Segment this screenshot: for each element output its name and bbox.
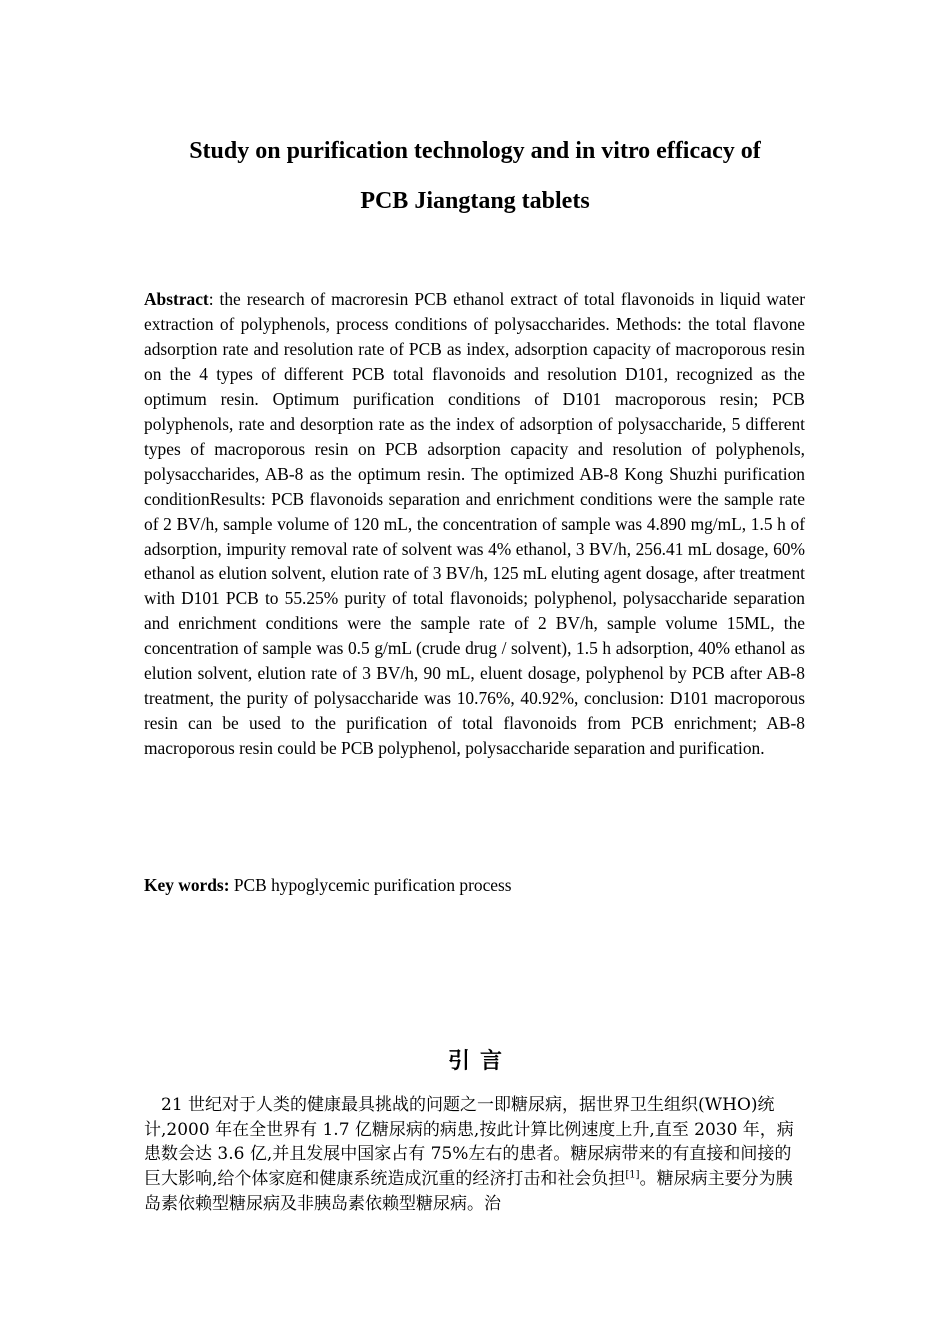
- keywords-text: PCB hypoglycemic purification process: [229, 875, 512, 895]
- paper-title-line-2: PCB Jiangtang tablets: [360, 188, 590, 214]
- citation-reference: [1]: [625, 1169, 640, 1181]
- introduction-heading: 引言: [447, 1049, 512, 1074]
- abstract-label: Abstract: [144, 289, 209, 309]
- abstract: [144, 287, 805, 761]
- keywords: [144, 873, 805, 897]
- keywords-label: Key words:: [144, 875, 230, 895]
- introduction-text-continued: 。糖尿病主要分为胰岛素依赖型糖尿病及非胰岛素依赖型糖尿病。治: [144, 1169, 793, 1214]
- introduction-text: 21 世纪对于人类的健康最具挑战的问题之一即糖尿病，据世界卫生组织(WHO)统计,2000 年在全世界有 1.7 亿糖尿病的病患,按此计算比例速度上升,直至 2030 年，病患数会达 3.6 亿,并且发展中国家占有 75%左右的患者。糖尿病带来的有直接和间接的巨大影响,给个体家庭和健康系统造成沉重的经济打击和社会负担: [144, 1095, 794, 1190]
- introduction-body: [144, 1093, 805, 1217]
- paper-title-line-1: Study on purification technology and in vitro efficacy of: [189, 138, 761, 164]
- abstract-text: : the research of macroresin PCB ethanol extract of total flavonoids in liquid water extraction of polyphenols, process conditions of polysaccharides. Methods: the total flavone adsorption rate and resolution rate of PCB as index, adsorption capacity of macroporous resin on the 4 types of different PCB total flavonoids and resolution D101, recognized as the optimum resin. Optimum purification conditions of D101 macroporous resin; PCB polyphenols, rate and desorption rate as the index of adsorption of polysaccharide, 5 different types of macroporous resin on PCB adsorption capacity and resolution of polyphenols, polysaccharides, AB-8 as the optimum resin. The optimized AB-8 Kong Shuzhi purification conditionResults: PCB flavonoids separation and enrichment conditions were the sample rate of 2 BV/h, sample volume of 120 mL, the concentration of sample was 4.890 mg/mL, 1.5 h of adsorption, impurity removal rate of solvent was 4% ethanol, 3 BV/h, 256.41 mL dosage, 60% ethanol as elution solvent, elution rate of 3 BV/h, 125 mL eluting agent dosage, after treatment with D101 PCB to 55.25% purity of total flavonoids; polyphenol, polysaccharide separation and enrichment conditions were the sample rate of 2 BV/h, sample volume 15ML, the concentration of sample was 0.5 g/mL (crude drug / solvent), 1.5 h adsorption, 40% ethanol as elution solvent, elution rate of 3 BV/h, 90 mL, eluent dosage, polyphenol by PCB after AB-8 treatment, the purity of polysaccharide was 10.76%, 40.92%, conclusion: D101 macroporous resin can be used to the purification of total flavonoids from PCB enrichment; AB-8 macroporous resin could be PCB polyphenol, polysaccharide separation and purification.: [144, 289, 805, 759]
